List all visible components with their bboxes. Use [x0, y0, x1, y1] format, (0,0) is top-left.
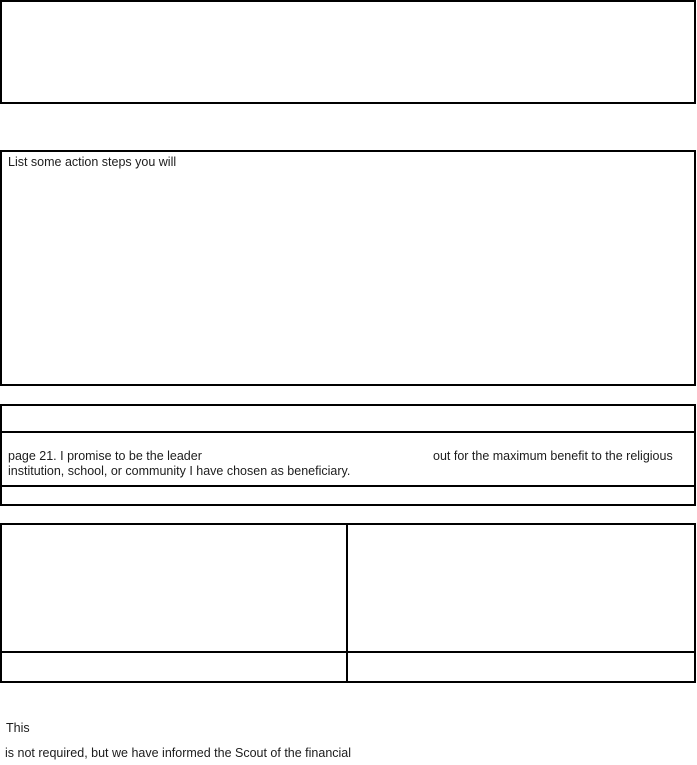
signature-table-cell-top-right: [348, 525, 694, 653]
signature-table: [0, 523, 696, 683]
action-steps-prompt: List some action steps you will: [8, 155, 177, 169]
promise-text-line1-right: out for the maximum benefit to the religious: [433, 449, 673, 463]
promise-box-divider-bottom: [2, 485, 694, 487]
footer-text-line2: is not required, but we have informed the Scout of the financial: [5, 746, 352, 760]
promise-text-line2: institution, school, or community I have chosen as beneficiary.: [8, 464, 351, 478]
promise-text-line1-left: page 21. I promise to be the leader: [8, 449, 202, 463]
promise-box: [0, 404, 696, 506]
signature-table-cell-bottom-right: [348, 653, 694, 681]
action-steps-box: [0, 150, 696, 386]
signature-table-cell-top-left: [2, 525, 348, 653]
top-empty-box: [0, 0, 696, 104]
promise-box-divider-top: [2, 431, 694, 433]
signature-table-cell-bottom-left: [2, 653, 348, 681]
footer-text-line1: This: [6, 721, 30, 735]
